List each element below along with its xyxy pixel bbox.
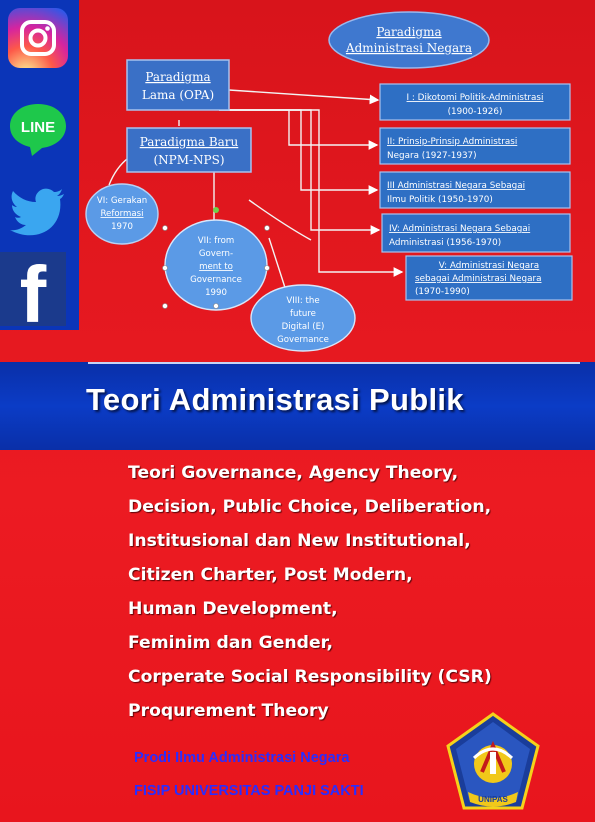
circle-3-line-3: Digital (E) bbox=[281, 322, 325, 332]
paradigm-2-line-2: Negara (1927-1937) bbox=[387, 151, 477, 161]
band-divider bbox=[88, 362, 580, 364]
circle-2-line-2: Govern- bbox=[198, 249, 234, 259]
circle-3-line-4: Governance bbox=[277, 335, 329, 345]
paradigm-2-line-1: II: Prinsip-Prinsip Administrasi bbox=[387, 137, 518, 147]
logo-text: UNIPAS bbox=[478, 795, 508, 804]
paradigm-4-line-2: Administrasi (1956-1970) bbox=[389, 238, 502, 248]
circle-1-line-3: 1970 bbox=[111, 222, 133, 232]
topic-item: Institusional dan New Institutional, bbox=[128, 531, 471, 551]
old-paradigm-box bbox=[127, 60, 229, 110]
paradigm-1-line-2: (1900-1926) bbox=[447, 107, 503, 117]
topic-item: Human Development, bbox=[128, 599, 338, 619]
page-title: Teori Administrasi Publik bbox=[86, 382, 464, 417]
topic-item: Teori Governance, Agency Theory, bbox=[128, 463, 459, 483]
footer-university: FISIP UNIVERSITAS PANJI SAKTI bbox=[134, 783, 364, 799]
paradigm-5-line-1: V: Administrasi Negara bbox=[438, 261, 540, 271]
paradigm-3-line-2: Ilmu Politik (1950-1970) bbox=[387, 195, 493, 205]
university-logo bbox=[444, 712, 542, 812]
topic-item: Citizen Charter, Post Modern, bbox=[128, 565, 413, 585]
root-label-2: Administrasi Negara bbox=[345, 41, 473, 55]
circle-2-line-1: VII: from bbox=[197, 236, 235, 246]
new-paradigm-label-2: (NPM-NPS) bbox=[153, 153, 225, 167]
paradigm-diagram bbox=[79, 0, 595, 362]
paradigm-3-line-1: III Administrasi Negara Sebagai bbox=[387, 181, 526, 191]
paradigm-5-line-2: sebagai Administrasi Negara bbox=[415, 274, 542, 284]
line-icon[interactable] bbox=[8, 98, 68, 158]
old-paradigm-label-2: Lama (OPA) bbox=[141, 88, 215, 102]
circle-1-line-1: VI: Gerakan bbox=[96, 196, 148, 206]
circle-2-line-3: ment to bbox=[199, 262, 233, 272]
circle-3-line-2: future bbox=[290, 309, 316, 319]
circle-2-line-4: Governance bbox=[190, 275, 242, 285]
diagram-root bbox=[329, 12, 489, 68]
paradigm-1-line-1: I : Dikotomi Politik-Administrasi bbox=[406, 93, 544, 103]
topic-item: Corperate Social Responsibility (CSR) bbox=[128, 667, 492, 687]
topic-item: Proqurement Theory bbox=[128, 701, 329, 721]
facebook-icon[interactable] bbox=[0, 252, 66, 326]
topic-item: Feminim dan Gender, bbox=[128, 633, 334, 653]
circle-2-line-5: 1990 bbox=[205, 288, 227, 298]
circle-1-line-2: Reformasi bbox=[100, 209, 144, 219]
facebook-glyph: f bbox=[19, 252, 47, 326]
paradigm-4-line-1: IV: Administrasi Negara Sebagai bbox=[389, 224, 531, 234]
line-label: LINE bbox=[20, 119, 56, 136]
paradigm-5-line-3: (1970-1990) bbox=[415, 287, 470, 297]
twitter-icon[interactable] bbox=[8, 182, 68, 242]
footer-program: Prodi Ilmu Administrasi Negara bbox=[134, 750, 350, 766]
old-paradigm-label-1: Paradigma bbox=[145, 70, 211, 84]
new-paradigm-label-1: Paradigma Baru bbox=[139, 135, 239, 149]
root-label-1: Paradigma bbox=[376, 25, 442, 39]
topic-list bbox=[128, 458, 492, 730]
circle-3-line-1: VIII: the bbox=[286, 296, 320, 306]
instagram-icon[interactable] bbox=[8, 8, 68, 68]
topic-item: Decision, Public Choice, Deliberation, bbox=[128, 497, 492, 517]
